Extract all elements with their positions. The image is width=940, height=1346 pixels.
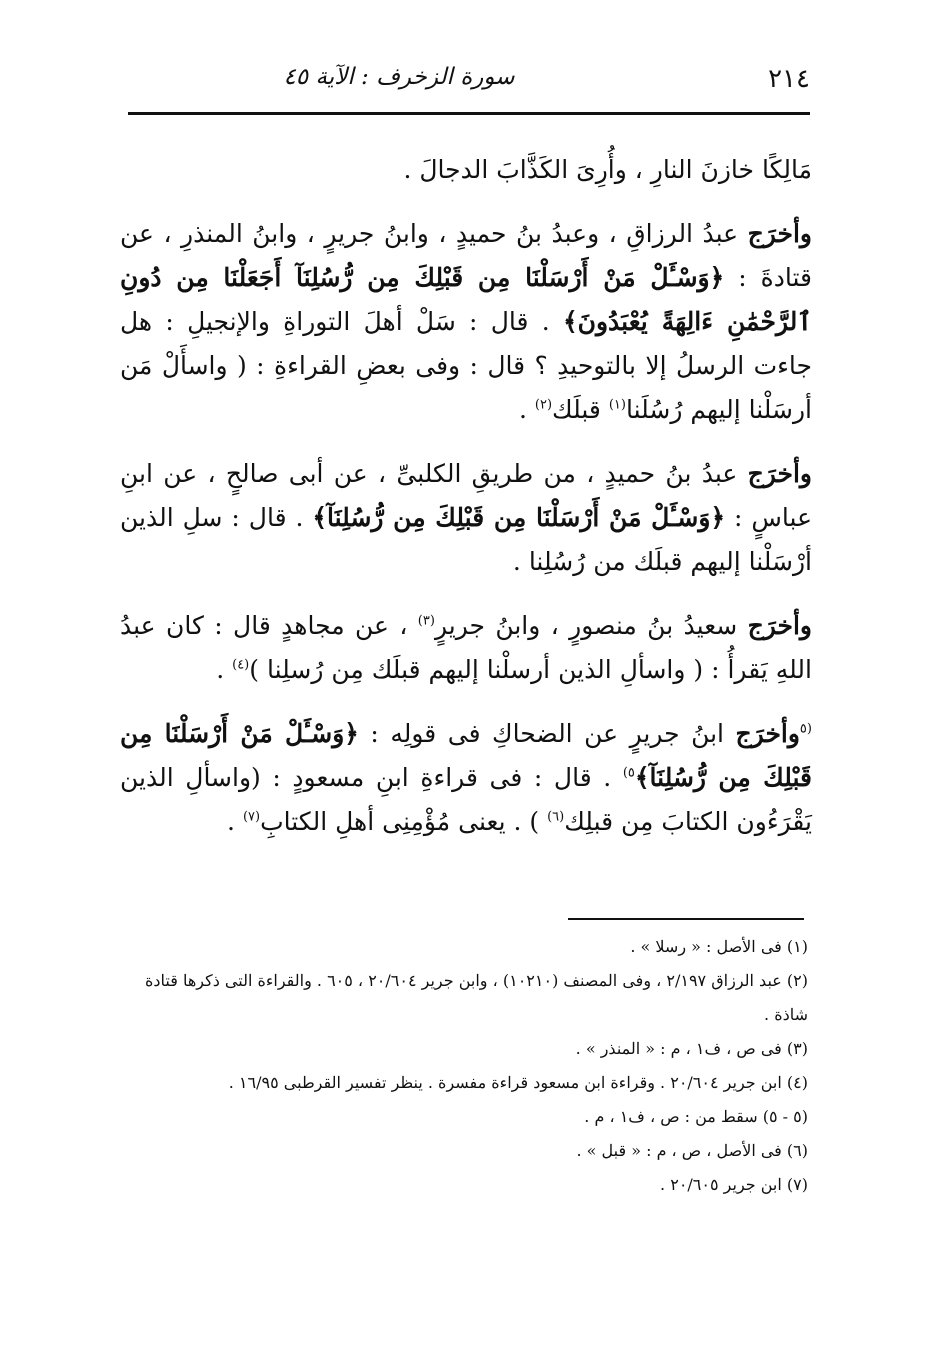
footnote-ref: (٢) (534, 397, 553, 413)
footnote-4: (٤) ابن جرير ٢٠/٦٠٤ . وقراءة ابن مسعود قراءة مفسرة . ينظر تفسير القرطبى ١٦/٩٥ . (228, 1073, 808, 1092)
paragraph-text: . قال : سلِ الذين أرْسَلْنا إليهم قبلَك من رُسُلِنا . (120, 503, 812, 576)
paragraph-2 (120, 212, 812, 432)
quran-verse: ﴿وَسْـَٔلْ مَنْ أَرْسَلْنَا مِن قَبْلِكَ مِن رُّسُلِنَآ﴾ (312, 503, 726, 532)
paragraph-text: . (227, 807, 243, 836)
footnote-ref: (٥ (799, 721, 812, 737)
footnote-7: (٧) ابن جرير ٢٠/٦٠٥ . (660, 1175, 808, 1194)
footnote-ref: (٧) (242, 809, 261, 825)
paragraph-text: ابنُ جريرٍ عن الضحاكِ فى قولِه : (358, 719, 736, 748)
paragraph-5 (120, 712, 812, 844)
running-title: سورة الزخرف : الآية ٤٥ (283, 64, 515, 90)
footnote-1: (١) فى الأصل : « رسلا » . (630, 937, 808, 956)
footnote-ref: (٣) (417, 613, 435, 629)
paragraph-text: ، عن مجاهدٍ قال : كان عبدُ اللهِ يَقرأُ : ( واسألِ الذين أرسلْنا إليهم قبلَك مِن رُسلِنا ) (120, 611, 812, 684)
header-rule (128, 112, 810, 115)
paragraph-text: عبدُ بنُ حميدٍ ، من طريقِ الكلبىِّ ، عن أبى صالحٍ ، عن ابنِ عباسٍ : (120, 459, 813, 532)
footnote-ref: ٥) (622, 765, 635, 781)
footnote-ref: (١) (608, 397, 626, 413)
paragraph-lead: وأخرَج (747, 219, 812, 248)
paragraph-text: عبدُ الرزاقِ ، وعبدُ بنُ حميدٍ ، وابنُ جريرٍ ، وابنُ المنذرِ ، عن قتادةَ : (120, 219, 812, 292)
footnote-5: (٥ - ٥) سقط من : ص ، ف١ ، م . (584, 1107, 808, 1126)
paragraph-text: . قال : فى قراءةِ ابنِ مسعودٍ : (واسألِ الذين يَقْرَءُون الكتابَ مِن قبلِك (120, 763, 812, 836)
page-number: ٢١٤ (768, 64, 810, 94)
footnotes (128, 930, 808, 1202)
main-text (120, 148, 812, 864)
quran-verse: ﴿وَسْـَٔلْ مَنْ أَرْسَلْنَا مِن قَبْلِكَ مِن رُّسُلِنَآ أَجَعَلْنَا مِن دُونِ ٱلرَّحْمَٰنِ ءَالِهَةً يُعْبَدُونَ﴾ (120, 263, 813, 336)
paragraph-text: ) . يعنى مُؤْمِنِى أهلِ الكتابِ (260, 807, 548, 836)
footnote-ref: (٦) (547, 809, 565, 825)
paragraph-lead: وأخرَج (735, 719, 800, 748)
paragraph-3 (120, 452, 812, 584)
paragraph-lead: وأخرَج (747, 611, 812, 640)
footnote-ref: (٤) (232, 657, 250, 673)
footnote-2: (٢) عبد الرزاق ٢/١٩٧ ، وفى المصنف (١٠٢١٠) ، وابن جرير ٢٠/٦٠٤ ، ٦٠٥ . والقراءة التى ذكرها قتادة شاذة . (145, 971, 808, 1024)
paragraph-text: سعيدُ بنُ منصورٍ ، وابنُ جريرٍ (434, 611, 748, 640)
footnote-3: (٣) فى ص ، ف١ ، م : « المنذر » . (575, 1039, 808, 1058)
paragraph-text: مَالِكًا خازنَ النارِ ، وأُرِىَ الكَذَّابَ الدجالَ . (403, 155, 812, 184)
paragraph-4 (120, 604, 812, 692)
footnote-rule (568, 918, 804, 920)
paragraph-text: . (216, 655, 233, 684)
footnote-6: (٦) فى الأصل ، ص ، م : « قبل » . (576, 1141, 808, 1160)
paragraph-text: . قال : سَلْ أهلَ التوراةِ والإنجيلِ : هل جاءت الرسلُ إلا بالتوحيدِ ؟ قال : وفى بعضِ القراءةِ : ( واسأَلْ مَن أرسَلْنا إليهم رُسُلَنا (120, 307, 812, 424)
paragraph-text: . (518, 395, 535, 424)
paragraph-text: قبلَك (552, 395, 609, 424)
quran-verse: ﴿وَسْـَٔلْ مَنْ أَرْسَلْنَا مِن قَبْلِكَ مِن رُّسُلِنَآ﴾ (120, 719, 812, 792)
paragraph-1 (120, 148, 812, 192)
paragraph-lead: وأخرَج (747, 459, 812, 488)
page-header (128, 60, 810, 110)
